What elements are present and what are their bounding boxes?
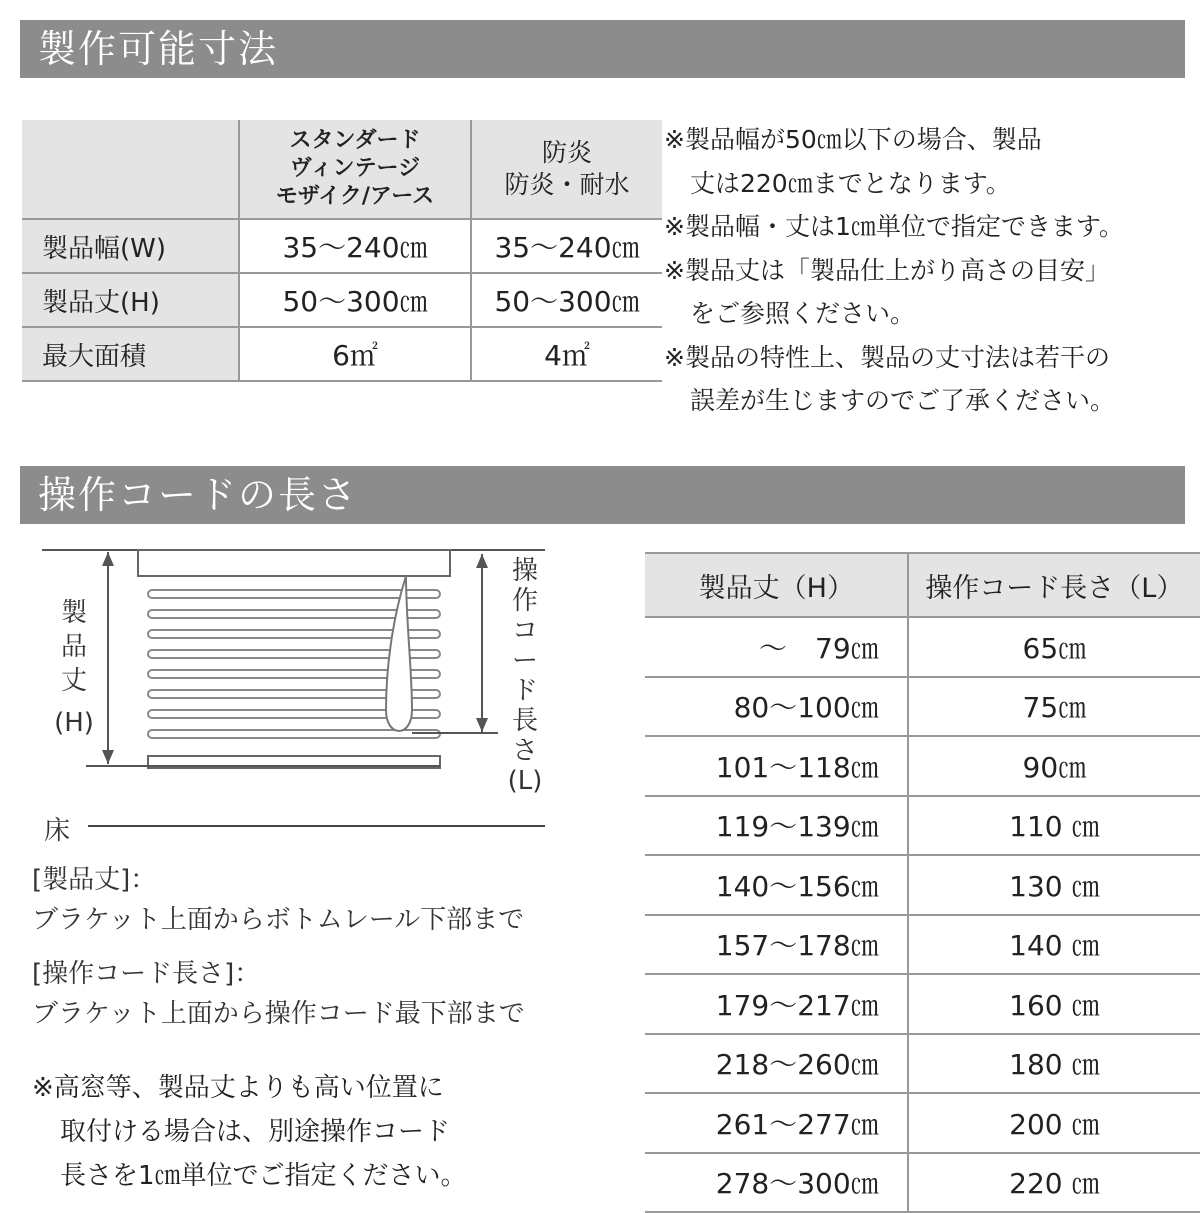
note-line: 取付ける場合は、別途操作コード [60,1117,451,1147]
height-cell: 80〜100㎝ [645,677,908,737]
cord-label-char: 操 [511,556,538,586]
length-cell: 110 ㎝ [908,796,1200,856]
high-window-note [32,1066,467,1198]
spec-col-flameproof-header [471,120,662,219]
cord-arrow-top [476,554,488,568]
length-cell: 130 ㎝ [908,855,1200,915]
table-row [645,915,1200,975]
note-line: 丈は220㎝までとなります。 [690,168,1011,198]
length-cell: 90㎝ [908,736,1200,796]
spec-row-width [22,219,662,273]
note-line: ※製品幅が50㎝以下の場合、製品 [664,125,1042,154]
cord-label-char: コ [511,616,538,646]
cord-length-table [645,552,1200,1213]
length-cell: 140 ㎝ [908,915,1200,975]
spec-row-label: 最大面積 [22,327,239,381]
table-row [645,1093,1200,1153]
length-cell: 220 ㎝ [908,1153,1200,1213]
note-line: ※製品の特性上、製品の丈寸法は若干の [664,342,1110,372]
cord-label-char: 長 [511,706,538,736]
height-cell: 119〜139㎝ [645,796,908,856]
spec-cell-value: 35〜240㎝ [239,219,471,273]
table-row [645,796,1200,856]
spec-cell-value: 50〜300㎝ [471,273,662,327]
spec-col-flameproof-line-1: 防炎 [541,138,592,167]
operation-cord [386,576,412,731]
section-title-cord: 操作コードの長さ [20,466,1185,524]
table-row [645,617,1200,677]
spec-table-header-row [22,120,662,219]
height-label-char: 製 [60,598,87,628]
spec-cell-value: 6㎡ [239,327,471,381]
headrail [138,550,450,576]
size-notes [664,118,1124,423]
caption-desc: ブラケット上面からボトムレール下部まで [32,905,525,935]
note-line: 誤差が生じますのでご了承ください。 [690,386,1116,415]
caption-title: [製品丈]： [32,865,157,895]
height-label [52,596,96,740]
spec-row-height [22,273,662,327]
cord-label-char: ド [511,676,538,706]
blind-diagram [20,540,580,850]
note-line: をご参照ください。 [690,299,916,328]
caption-title: [操作コード長さ]： [32,959,261,989]
height-arrow-bottom [102,750,114,764]
spec-cell-value: 35〜240㎝ [471,219,662,273]
table-row [645,855,1200,915]
spec-table-corner [22,120,239,219]
height-cell: 218〜260㎝ [645,1034,908,1094]
floor-label: 床 [44,816,71,846]
slat [148,590,440,598]
height-cell: 179〜217㎝ [645,974,908,1034]
size-spec-table [22,120,662,382]
table-row [645,736,1200,796]
spec-row-label: 製品幅(W) [22,219,239,273]
length-cell: 65㎝ [908,617,1200,677]
spec-col-standard-line-1: スタンダード [289,128,421,153]
table-row [645,974,1200,1034]
note-line: 長さを1㎝単位でご指定ください。 [60,1161,467,1191]
height-cell: 140〜156㎝ [645,855,908,915]
section-title-size: 製作可能寸法 [20,20,1185,78]
cord-table-header: 操作コード長さ（L） [908,553,1200,617]
table-row [645,677,1200,737]
height-cell: 101〜118㎝ [645,736,908,796]
spec-col-flameproof-line-2: 防炎・耐水 [504,170,630,199]
note-line: ※製品丈は「製品仕上がり高さの目安」 [664,255,1110,285]
length-cell: 180 ㎝ [908,1034,1200,1094]
height-cell: 278〜300㎝ [645,1153,908,1213]
height-cell: 〜 79㎝ [645,617,908,677]
cord-table-header-row [645,553,1200,617]
length-cell: 75㎝ [908,677,1200,737]
table-row [645,1034,1200,1094]
spec-row-label: 製品丈(H) [22,273,239,327]
spec-cell-value: 4㎡ [471,327,662,381]
spec-col-standard-line-2: ヴィンテージ [289,156,421,181]
height-label-char: 品 [60,632,87,662]
cord-label-char: (L) [507,766,543,796]
length-cell: 200 ㎝ [908,1093,1200,1153]
cord-arrow-bottom [476,718,488,732]
spec-row-max-area [22,327,662,381]
table-row [645,1153,1200,1213]
cord-label-char: ー [511,646,538,676]
height-label-char: (H) [54,708,94,738]
note-line: ※製品幅・丈は1㎝単位で指定できます。 [664,212,1124,241]
caption-desc: ブラケット上面から操作コード最下部まで [32,999,525,1029]
spec-col-standard-line-3: モザイク/アース [275,184,435,209]
height-cell: 157〜178㎝ [645,915,908,975]
height-cell: 261〜277㎝ [645,1093,908,1153]
height-label-char: 丈 [60,666,87,696]
note-line: ※高窓等、製品丈よりも高い位置に [32,1073,444,1103]
spec-cell-value: 50〜300㎝ [239,273,471,327]
cord-label-char: 作 [511,586,538,616]
cord-length-label [500,556,550,796]
height-arrow-top [102,552,114,566]
cord-label-char: さ [511,736,538,766]
product-height-caption [32,860,524,940]
cord-length-caption [32,954,525,1034]
cord-table-header: 製品丈（H） [645,553,908,617]
spec-col-standard-header [239,120,471,219]
length-cell: 160 ㎝ [908,974,1200,1034]
